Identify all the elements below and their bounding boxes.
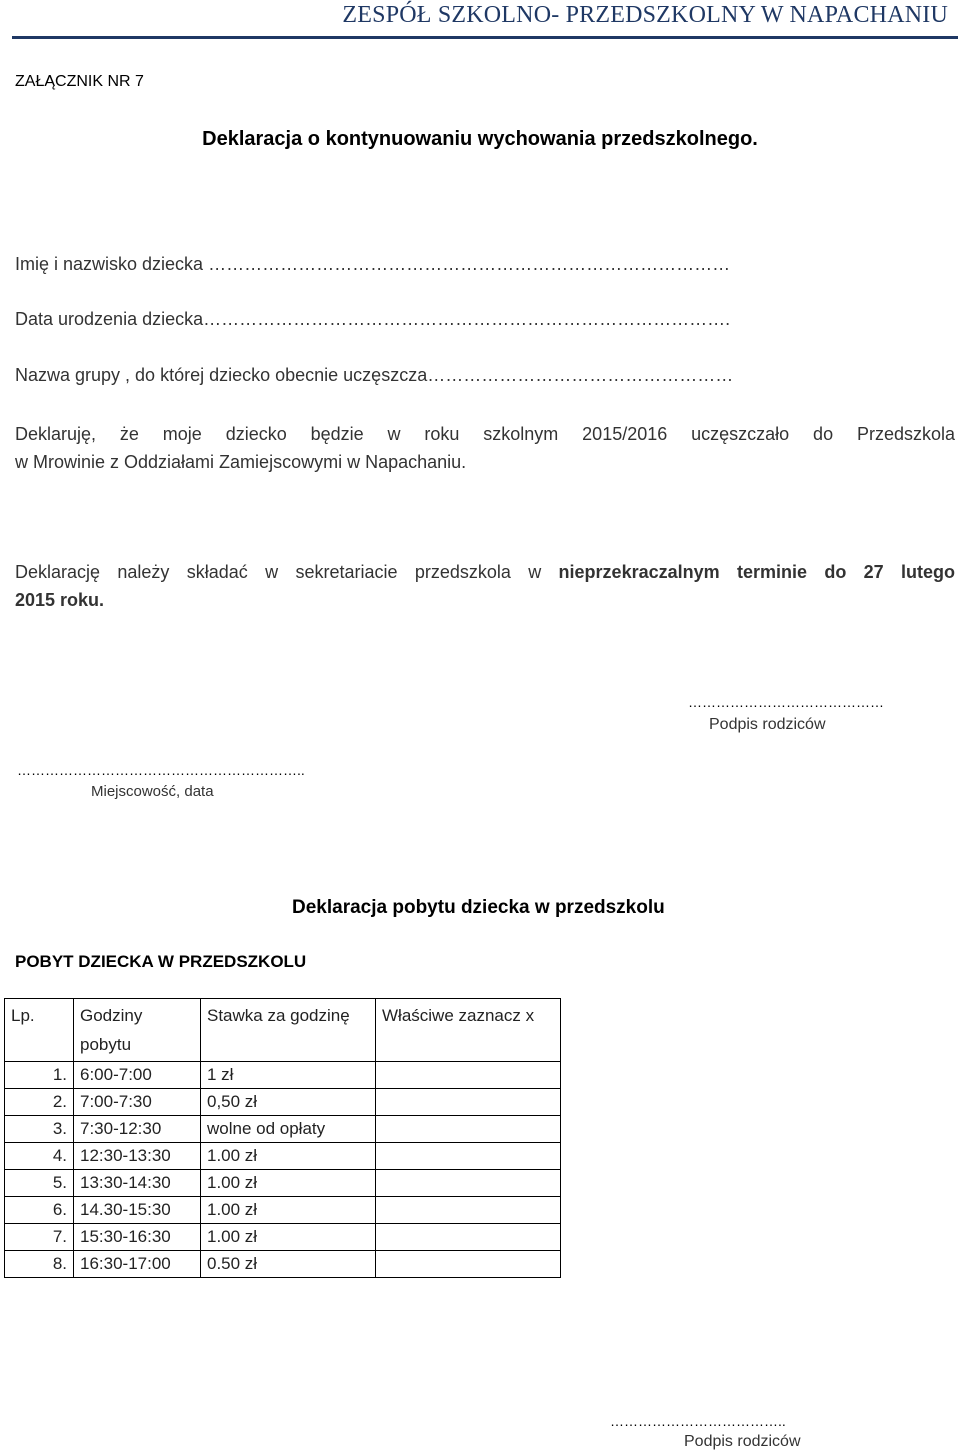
birth-date-field: Data urodzenia dziecka……………………………………………………………………………. — [15, 309, 731, 329]
row-hours: 7:30-12:30 — [74, 1116, 201, 1143]
child-name-field: Imię i nazwisko dziecka …………………………………………………………………………… — [15, 254, 731, 274]
deadline-year: 2015 roku. — [15, 590, 105, 610]
row-rate: 1.00 zł — [201, 1170, 376, 1197]
row-hours: 6:00-7:00 — [74, 1062, 201, 1089]
row-rate: 1.00 zł — [201, 1197, 376, 1224]
school-header: ZESPÓŁ SZKOLNO- PRZEDSZKOLNY W NAPACHANIU — [342, 2, 948, 28]
row-lp: 2. — [5, 1089, 74, 1116]
stay-table — [4, 998, 561, 1278]
row-mark-cell[interactable] — [376, 1143, 561, 1170]
header-hours: Godziny pobytu — [74, 999, 201, 1062]
row-hours: 14.30-15:30 — [74, 1197, 201, 1224]
parent-signature-2-dots: ……………………………….. — [610, 1413, 786, 1429]
table-row — [5, 1170, 561, 1197]
header-rate: Stawka za godzinę — [201, 999, 376, 1062]
declaration-line-1: Deklaruję, że moje dziecko będzie w roku szkolnym 2015/2016 uczęszczało do Przedszkola — [15, 424, 955, 444]
row-hours: 15:30-16:30 — [74, 1224, 201, 1251]
table-row — [5, 1116, 561, 1143]
header-mark: Właściwe zaznacz x — [376, 999, 561, 1062]
header-lp: Lp. — [5, 999, 74, 1062]
row-rate: wolne od opłaty — [201, 1116, 376, 1143]
table-row — [5, 1224, 561, 1251]
row-rate: 1.00 zł — [201, 1143, 376, 1170]
place-date-dots: …………………………………………………….. — [17, 762, 305, 778]
row-mark-cell[interactable] — [376, 1089, 561, 1116]
deadline-bold: nieprzekraczalnym terminie do 27 lutego — [558, 562, 955, 582]
table-row — [5, 1062, 561, 1089]
row-hours: 13:30-14:30 — [74, 1170, 201, 1197]
stay-declaration-title: Deklaracja pobytu dziecka w przedszkolu — [292, 897, 665, 918]
row-mark-cell[interactable] — [376, 1170, 561, 1197]
row-hours: 12:30-13:30 — [74, 1143, 201, 1170]
parent-signature-label: Podpis rodziców — [709, 716, 826, 733]
place-date-label: Miejscowość, data — [91, 783, 214, 800]
row-rate: 1 zł — [201, 1062, 376, 1089]
declaration-paragraph — [15, 420, 955, 476]
row-mark-cell[interactable] — [376, 1197, 561, 1224]
document-title: Deklaracja o kontynuowaniu wychowania przedszkolnego. — [202, 128, 758, 150]
deadline-text: Deklarację należy składać w sekretariacie przedszkola w — [15, 562, 559, 582]
declaration-line-2: w Mrowinie z Oddziałami Zamiejscowymi w Napachaniu. — [15, 452, 467, 472]
row-lp: 4. — [5, 1143, 74, 1170]
table-row — [5, 1251, 561, 1278]
row-mark-cell[interactable] — [376, 1224, 561, 1251]
parent-signature-dots: …………………………………… — [688, 694, 884, 710]
row-hours: 7:00-7:30 — [74, 1089, 201, 1116]
table-header-row — [5, 999, 561, 1062]
table-row — [5, 1089, 561, 1116]
row-lp: 6. — [5, 1197, 74, 1224]
row-lp: 3. — [5, 1116, 74, 1143]
attachment-label: ZAŁĄCZNIK NR 7 — [15, 73, 144, 90]
table-row — [5, 1143, 561, 1170]
table-row — [5, 1197, 561, 1224]
row-rate: 0.50 zł — [201, 1251, 376, 1278]
stay-heading: POBYT DZIECKA W PRZEDSZKOLU — [15, 952, 307, 971]
row-lp: 1. — [5, 1062, 74, 1089]
parent-signature-2-label: Podpis rodziców — [684, 1433, 801, 1450]
row-mark-cell[interactable] — [376, 1251, 561, 1278]
header-rule — [12, 36, 958, 39]
row-lp: 5. — [5, 1170, 74, 1197]
row-lp: 8. — [5, 1251, 74, 1278]
deadline-line-1 — [15, 558, 955, 586]
group-name-field: Nazwa grupy , do której dziecko obecnie uczęszcza…………………………………………… — [15, 365, 734, 385]
row-rate: 1.00 zł — [201, 1224, 376, 1251]
row-mark-cell[interactable] — [376, 1062, 561, 1089]
row-lp: 7. — [5, 1224, 74, 1251]
row-rate: 0,50 zł — [201, 1089, 376, 1116]
deadline-paragraph — [15, 558, 955, 614]
row-hours: 16:30-17:00 — [74, 1251, 201, 1278]
row-mark-cell[interactable] — [376, 1116, 561, 1143]
